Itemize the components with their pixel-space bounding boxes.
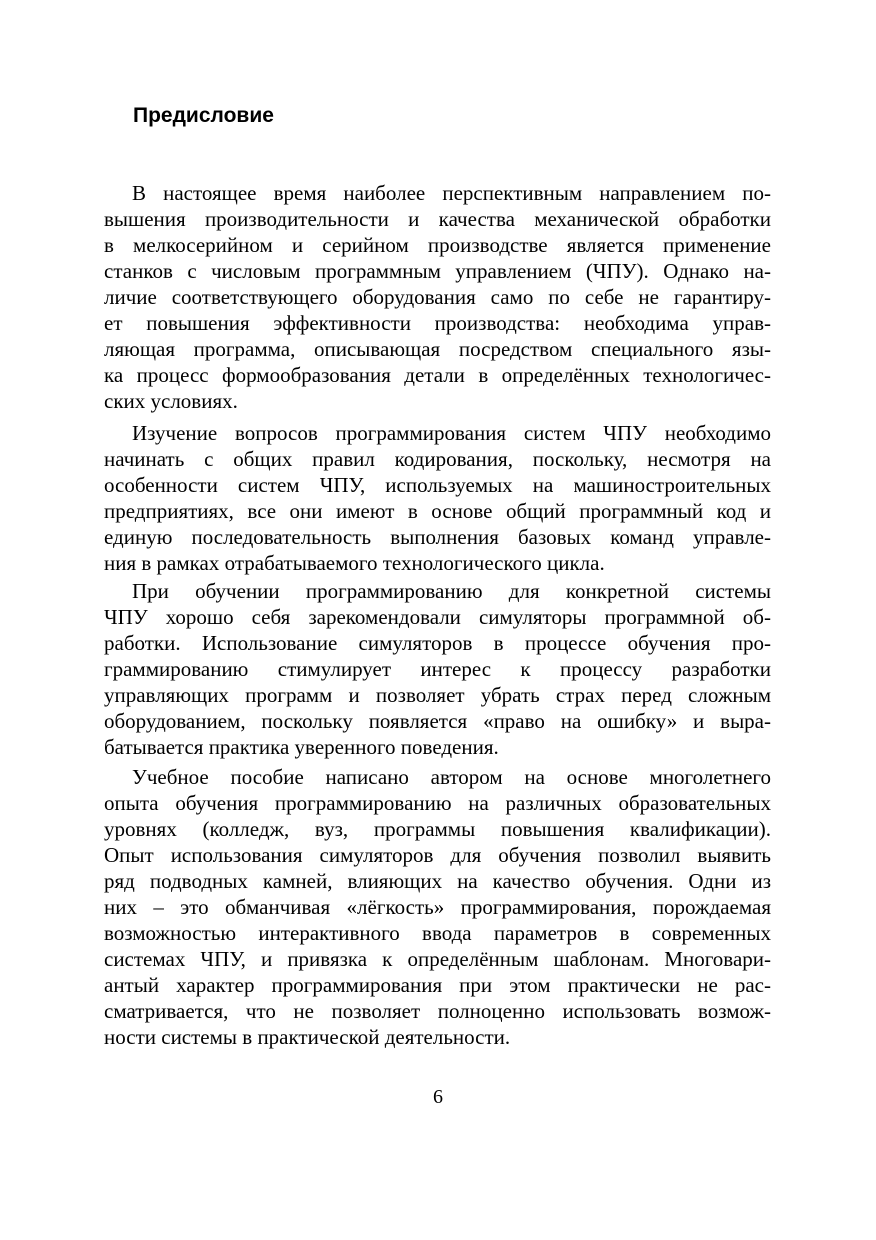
text-line: ка процесс формообразования детали в определённых технологичес- [104,363,771,387]
text-line: особенности систем ЧПУ, используемых на машиностроительных [104,473,771,497]
text-line: опыта обучения программированию на различных образовательных [104,791,771,815]
text-line: уровнях (колледж, вуз, программы повышения квалификации). [104,817,771,841]
text-line: в мелкосерийном и серийном производстве является применение [104,233,771,257]
text-line: ет повышения эффективности производства: необходима управ- [104,311,771,335]
text-line: предприятиях, все они имеют в основе общий программный код и [104,499,771,523]
text-line: При обучении программированию для конкретной системы [132,579,771,603]
text-line: системах ЧПУ, и привязка к определённым шаблонам. Многовари- [104,947,771,971]
page-number: 6 [433,1086,443,1108]
text-line: ности системы в практической деятельности. [104,1025,511,1049]
text-line: ряд подводных камней, влияющих на качество обучения. Одни из [104,869,771,893]
text-line: сматривается, что не позволяет полноценно использовать возмож- [104,999,771,1023]
text-line: возможностью интерактивного ввода параметров в современных [104,921,771,945]
text-line: оборудованием, поскольку появляется «право на ошибку» и выра- [104,709,771,733]
text-line: батывается практика уверенного поведения. [104,735,499,759]
text-line: начинать с общих правил кодирования, поскольку, несмотря на [104,447,771,471]
section-heading: Предисловие [133,104,274,127]
text-line: Изучение вопросов программирования систем ЧПУ необходимо [132,421,771,445]
text-line: личие соответствующего оборудования само по себе не гарантиру- [104,285,771,309]
text-line: станков с числовым программным управлением (ЧПУ). Однако на- [104,259,771,283]
text-line: ских условиях. [104,389,238,413]
text-line: них – это обманчивая «лёгкость» программирования, порождаемая [104,895,771,919]
text-line: антый характер программирования при этом практически не рас- [104,973,771,997]
text-line: В настоящее время наиболее перспективным направлением по- [132,181,771,205]
text-line: Учебное пособие написано автором на основе многолетнего [132,765,771,789]
text-line: ния в рамках отрабатываемого технологического цикла. [104,551,605,575]
text-line: граммированию стимулирует интерес к процессу разработки [104,657,771,681]
text-line: единую последовательность выполнения базовых команд управле- [104,525,771,549]
text-line: управляющих программ и позволяет убрать страх перед сложным [104,683,771,707]
text-line: ляющая программа, описывающая посредством специального язы- [104,337,771,361]
text-line: работки. Использование симуляторов в процессе обучения про- [104,631,771,655]
text-line: вышения производительности и качества механической обработки [104,207,771,231]
text-line: ЧПУ хорошо себя зарекомендовали симуляторы программной об- [104,605,771,629]
text-line: Опыт использования симуляторов для обучения позволил выявить [104,843,771,867]
